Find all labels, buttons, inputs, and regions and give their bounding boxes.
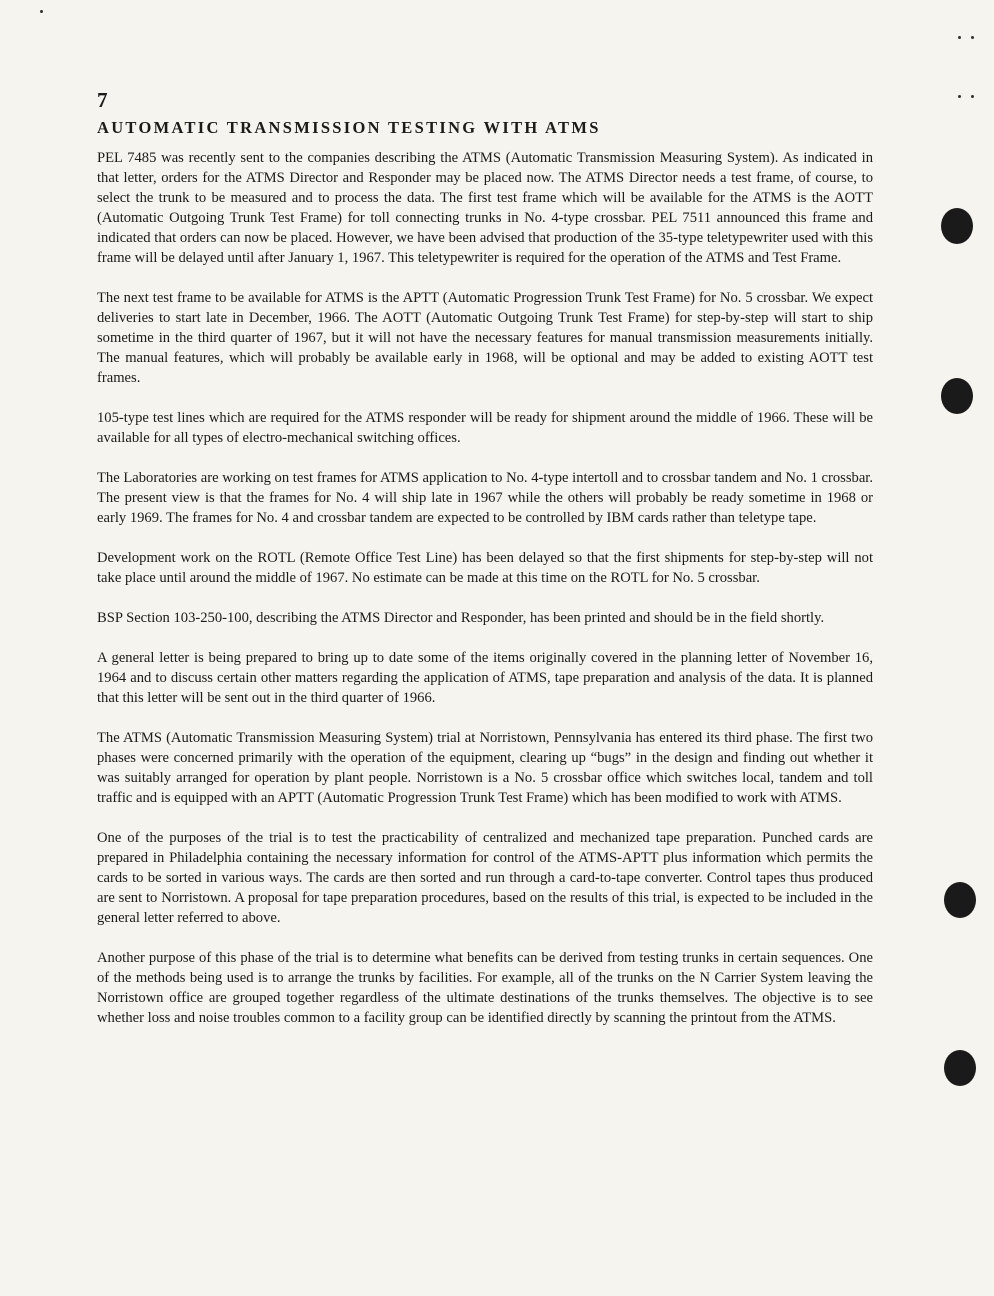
scan-speck <box>958 95 961 98</box>
scan-speck <box>40 10 43 13</box>
body-text <box>97 148 873 1048</box>
paragraph-9: One of the purposes of the trial is to test the practicability of centralized and mechanized tape preparation. Punched cards are prepared in Philadelphia containing the necessary information for control of the ATMS-APTT plus information which permits the cards to be sorted in various ways. The cards are then sorted and run through a card-to-tape converter. Control tapes thus produced are sent to Norristown. A proposal for tape preparation procedures, based on the results of this trial, is expected to be included in the general letter referred to above. <box>97 830 873 926</box>
binder-hole <box>941 378 973 414</box>
section-heading: AUTOMATIC TRANSMISSION TESTING WITH ATMS <box>97 118 601 137</box>
binder-hole <box>944 1050 976 1086</box>
binder-hole <box>941 208 973 244</box>
paragraph-3: 105-type test lines which are required for the ATMS responder will be ready for shipment around the middle of 1966. These will be available for all types of electro-mechanical switching offices. <box>97 410 873 446</box>
paragraph-5: Development work on the ROTL (Remote Office Test Line) has been delayed so that the first shipments for step-by-step will not take place until around the middle of 1967. No estimate can be made at this time on the ROTL for No. 5 crossbar. <box>97 550 873 586</box>
scan-speck <box>958 36 961 39</box>
paragraph-4: The Laboratories are working on test frames for ATMS application to No. 4-type intertoll and to crossbar tandem and No. 1 crossbar. The present view is that the frames for No. 4 will ship late in 1967 while the others will probably be ready sometime in 1968 or early 1969. The frames for No. 4 and crossbar tandem are expected to be controlled by IBM cards rather than teletype tape. <box>97 470 873 526</box>
scan-speck <box>971 36 974 39</box>
scan-speck <box>971 95 974 98</box>
paragraph-2: The next test frame to be available for ATMS is the APTT (Automatic Progression Trunk Test Frame) for No. 5 crossbar. We expect deliveries to start late in December, 1966. The AOTT (Automatic Outgoing Trunk Test Frame) for step-by-step will start to ship sometime in the third quarter of 1967, but it will not have the necessary features for manual transmission measurements initially. The manual features, which will probably be available early in 1968, will be optional and may be added to existing AOTT test frames. <box>97 290 873 386</box>
page-number: 7 <box>97 88 108 112</box>
paragraph-10: Another purpose of this phase of the trial is to determine what benefits can be derived from testing trunks in certain sequences. One of the methods being used is to arrange the trunks by facilities. For example, all of the trunks on the N Carrier System leaving the Norristown office are grouped together regardless of the ultimate destinations of the trunks themselves. The objective is to see whether loss and noise troubles common to a facility group can be identified directly by scanning the printout from the ATMS. <box>97 950 873 1026</box>
binder-hole <box>944 882 976 918</box>
paragraph-1: PEL 7485 was recently sent to the companies describing the ATMS (Automatic Transmission Measuring System). As indicated in that letter, orders for the ATMS Director and Responder may be placed now. The ATMS Director needs a test frame, of course, to select the trunk to be measured and to process the data. The first test frame which will be available for the ATMS is the AOTT (Automatic Outgoing Trunk Test Frame) for toll connecting trunks in No. 4-type crossbar. PEL 7511 announced this frame and indicated that orders can now be placed. However, we have been advised that production of the 35-type teletypewriter used with this frame will be delayed until after January 1, 1967. This teletypewriter is required for the operation of the ATMS and Test Frame. <box>97 150 873 266</box>
paragraph-8: The ATMS (Automatic Transmission Measuring System) trial at Norristown, Pennsylvania has entered its third phase. The first two phases were concerned primarily with the operation of the equipment, clearing up “bugs” in the design and finding out whether it was suitably arranged for operation by plant people. Norristown is a No. 5 crossbar office which switches local, tandem and toll traffic and is equipped with an APTT (Automatic Progression Trunk Test Frame) which has been modified to work with ATMS. <box>97 730 873 806</box>
paragraph-7: A general letter is being prepared to bring up to date some of the items originally covered in the planning letter of November 16, 1964 and to discuss certain other matters regarding the application of ATMS, tape preparation and analysis of the data. It is planned that this letter will be sent out in the third quarter of 1966. <box>97 650 873 706</box>
paragraph-6: BSP Section 103-250-100, describing the ATMS Director and Responder, has been printed and should be in the field shortly. <box>97 610 825 626</box>
